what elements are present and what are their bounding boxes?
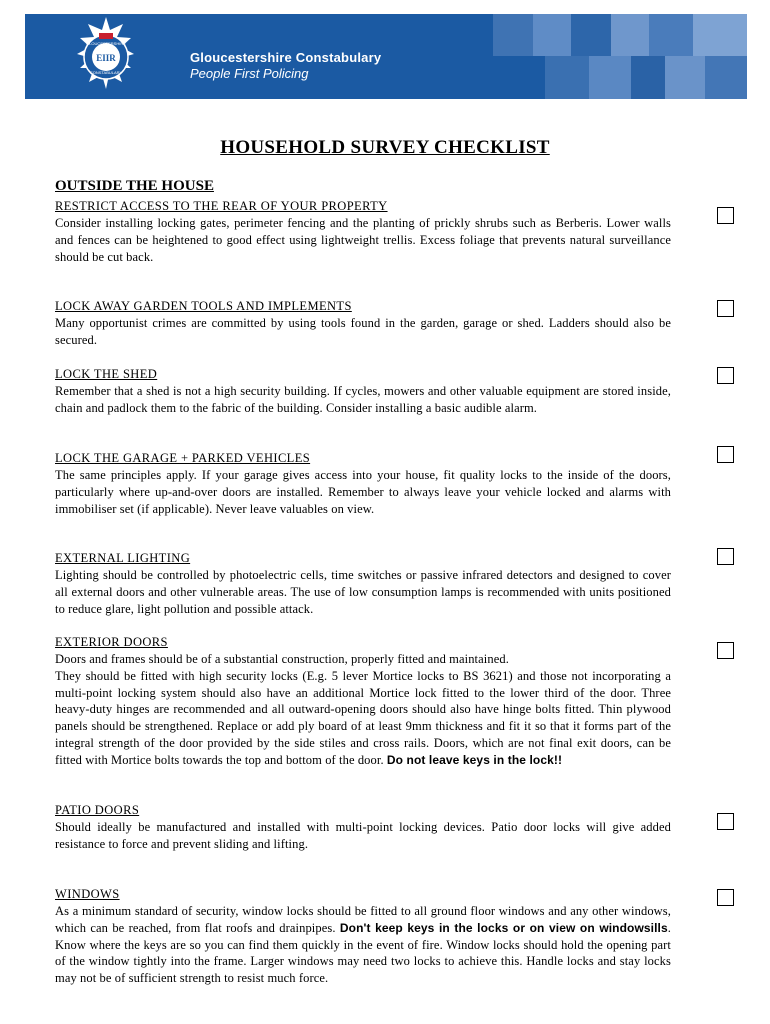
- crest-text-bottom: CONSTABULARY: [89, 70, 123, 75]
- banner-tile: [665, 56, 705, 99]
- checkbox-rear-access[interactable]: [717, 207, 734, 224]
- checklist-item-rear-access: [55, 198, 671, 265]
- banner-tile: [693, 14, 747, 56]
- banner-tile: [631, 56, 665, 99]
- checkbox-garage[interactable]: [717, 446, 734, 463]
- banner-tile: [545, 56, 589, 99]
- item-heading: EXTERNAL LIGHTING: [55, 551, 191, 565]
- checkbox-windows[interactable]: [717, 889, 734, 906]
- item-description-text: They should be fitted with high security locks (E.g. 5 lever Mortice locks to BS 3621) and those not incorporating a multi-point locking system should also have an additional Mortice lock fitted to the lower third of the door. Three heavy-duty hinges are recommended and all outward-opening doors should also have hinge bolts fitted. Thin plywood panels should be strengthened. Replace or add ply board of at least 9mm thickness and fit it so that it forms part of the integral strength of the door provided by the side stiles and cross rails. Doors, which are not final exit doors, can be fitted with Mortice bolts towards the top and bottom of the door.: [55, 668, 671, 767]
- banner-tile: [705, 56, 747, 99]
- section-heading-outside: OUTSIDE THE HOUSE: [55, 178, 214, 194]
- item-description: Consider installing locking gates, perimeter fencing and the planting of prickly shrubs such as Berberis. Lower walls and fences can be heightened to good effect using lightweight trellis. Excess foliage that prevents natural surveillance should be cut back.: [55, 216, 671, 264]
- organization-tagline: People First Policing: [190, 66, 309, 81]
- warning-text: Don't keep keys in the locks or on view on windowsills: [339, 920, 668, 935]
- item-description-text: . Know where the keys are so you can find them quickly in the event of fire. Window locks should hold the opening part of the window tightly into the frame. Larger windows may need two locks to achieve this. Handle locks and stay locks may not be of sufficient strength to resist much force.: [55, 920, 671, 986]
- banner-tile: [589, 56, 631, 99]
- checkbox-shed[interactable]: [717, 367, 734, 384]
- item-description-text: As a minimum standard of security, window locks should be fitted to all ground floor windows and any other windows, which can be reached, from flat roofs and drainpipes.: [55, 904, 671, 935]
- item-description: [55, 668, 671, 769]
- checklist-item-windows: [55, 886, 671, 987]
- warning-text: Do not leave keys in the lock!!: [386, 752, 563, 767]
- item-heading: RESTRICT ACCESS TO THE REAR OF YOUR PROPERTY: [55, 199, 388, 213]
- banner-tile: [571, 14, 611, 56]
- item-description: Many opportunist crimes are committed by using tools found in the garden, garage or shed. Ladders should also be secured.: [55, 316, 671, 347]
- header-banner: [25, 14, 747, 99]
- page-title: HOUSEHOLD SURVEY CHECKLIST: [220, 137, 550, 158]
- item-description: Remember that a shed is not a high security building. If cycles, mowers and other valuable equipment are stored inside, chain and padlock them to the fabric of the building. Consider installing a basic audible alarm.: [55, 384, 671, 415]
- checkbox-exterior-doors[interactable]: [717, 642, 734, 659]
- item-heading: PATIO DOORS: [55, 803, 140, 817]
- banner-tile: [611, 14, 649, 56]
- item-heading: WINDOWS: [55, 887, 120, 901]
- organization-name: Gloucestershire Constabulary: [190, 50, 382, 65]
- crest-text-top: GLOUCESTERSHIRE: [86, 41, 126, 46]
- item-heading: LOCK AWAY GARDEN TOOLS AND IMPLEMENTS: [55, 299, 352, 313]
- item-description: Lighting should be controlled by photoelectric cells, time switches or passive infrared detectors and designed to cover all external doors and other vulnerable areas. The use of low consumption lamps is recommended with units positioned to reduce glare, light pollution and possible attack.: [55, 568, 671, 616]
- item-heading: LOCK THE SHED: [55, 367, 158, 381]
- checklist-item-garden-tools: [55, 298, 671, 349]
- item-description-line: Doors and frames should be of a substantial construction, properly fitted and maintained.: [55, 652, 509, 666]
- banner-tile: [649, 14, 693, 56]
- constabulary-crest-logo: [65, 16, 147, 98]
- banner-tile: [533, 14, 571, 56]
- item-description: The same principles apply. If your garage gives access into your house, fit quality locks to the inside of the doors, particularly where up-and-over doors are installed. Remember to always leave your vehicle locked and alarms with immobiliser set (if applicable). Never leave valuables on view.: [55, 468, 671, 516]
- checklist-item-patio-doors: [55, 802, 671, 853]
- crest-cipher: EIIR: [96, 53, 116, 63]
- item-description: [55, 903, 671, 987]
- item-description: Should ideally be manufactured and installed with multi-point locking devices. Patio door locks will give added resistance to force and prevent sliding and lifting.: [55, 820, 671, 851]
- checklist-item-shed: [55, 366, 671, 417]
- checklist-item-exterior-doors: [55, 634, 671, 769]
- checkbox-external-lighting[interactable]: [717, 548, 734, 565]
- checklist-item-external-lighting: [55, 550, 671, 617]
- item-heading: EXTERIOR DOORS: [55, 635, 168, 649]
- item-heading: LOCK THE GARAGE + PARKED VEHICLES: [55, 451, 311, 465]
- checklist-item-garage: [55, 450, 671, 517]
- checkbox-patio-doors[interactable]: [717, 813, 734, 830]
- banner-tile: [493, 14, 533, 56]
- checkbox-garden-tools[interactable]: [717, 300, 734, 317]
